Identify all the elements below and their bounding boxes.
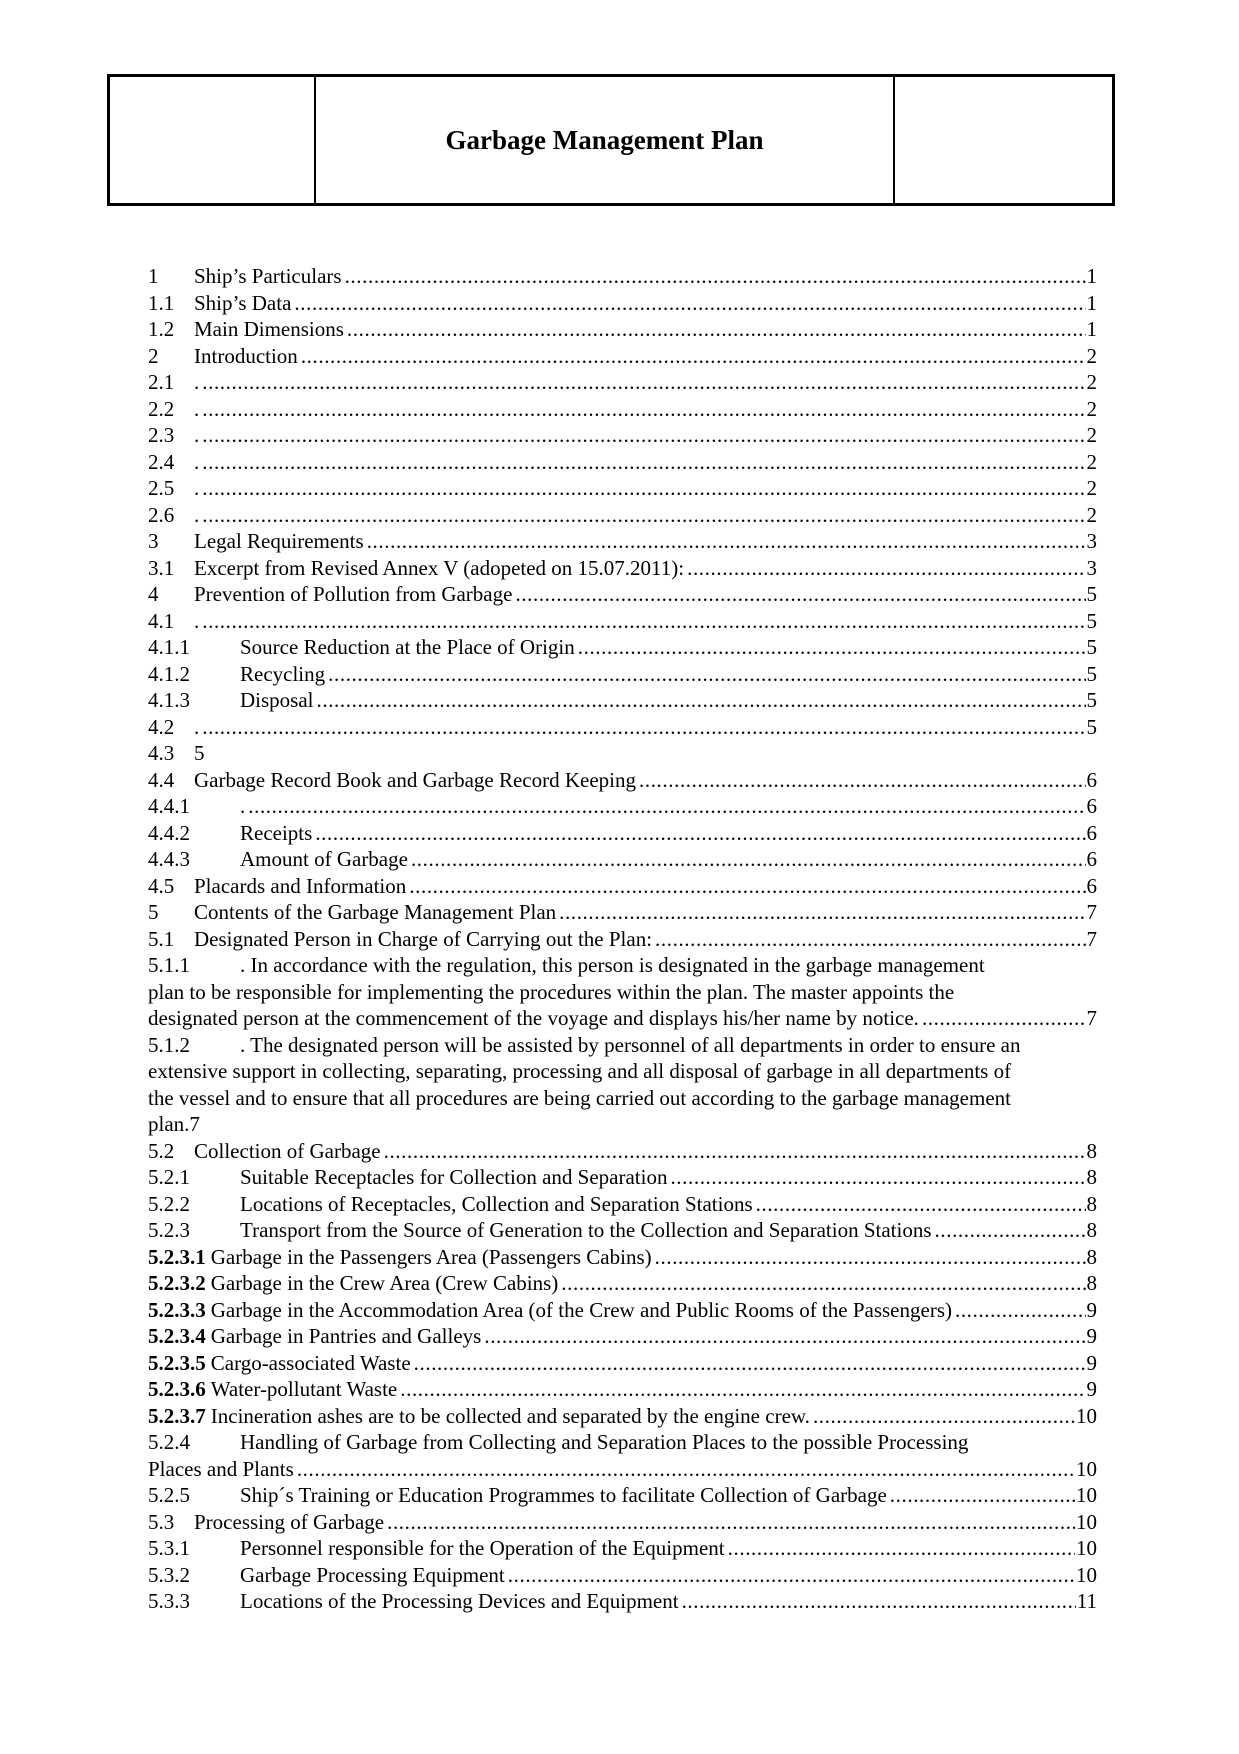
leader-dots	[347, 316, 1086, 343]
header-title-cell	[316, 77, 895, 203]
toc-entry-title: .	[194, 608, 200, 633]
toc-entry-title: Source Reduction at the Place of Origin	[240, 635, 575, 659]
toc-entry-page: 11	[1076, 1589, 1097, 1613]
toc-entry-title: Collection of Garbage	[194, 1138, 381, 1163]
toc-entry-number: 5	[148, 900, 159, 924]
leader-dots	[414, 1350, 1086, 1377]
toc-entry-title: Cargo-associated Waste	[210, 1350, 411, 1375]
toc-entry-number: 2.5	[148, 476, 175, 500]
toc-entry[interactable]	[148, 316, 1097, 343]
toc-entry-number: 5.1.2	[148, 1032, 190, 1057]
toc-entry-number: 5.2	[148, 1138, 175, 1163]
leader-dots	[935, 1217, 1086, 1244]
toc-entry-number: 4.4.1	[148, 794, 190, 818]
toc-entry[interactable]	[148, 502, 1097, 529]
header-info-cell	[895, 77, 1112, 203]
toc-entry-number: 4.1	[148, 608, 175, 633]
toc-entry[interactable]	[148, 687, 1097, 714]
toc-entry-number: 5.2.3.4	[148, 1324, 206, 1348]
toc-entry-page: 2	[1086, 476, 1097, 500]
leader-dots	[384, 1138, 1086, 1165]
toc-entry-title: Garbage in Pantries and Galleys	[210, 1324, 482, 1348]
toc-entry-text: Handling of Garbage from Collecting and Separation Places to the possible Processing	[240, 1430, 969, 1454]
toc-entry-title: Introduction	[194, 343, 298, 368]
leader-dots	[508, 1562, 1075, 1589]
leader-dots	[484, 1323, 1085, 1350]
leader-dots	[955, 1297, 1086, 1324]
toc-entry-text: the vessel and to ensure that all procedures are being carried out according to the garbage management	[148, 1085, 1011, 1110]
toc-entry[interactable]	[148, 608, 1097, 635]
toc-entry-title: Garbage Record Book and Garbage Record Keeping	[194, 767, 636, 792]
toc-entry-title: Locations of Receptacles, Collection and Separation Stations	[240, 1191, 753, 1216]
toc-entry-page: 10	[1076, 1536, 1097, 1560]
toc-entry-line[interactable]	[148, 1058, 1097, 1085]
leader-dots	[248, 793, 1085, 820]
toc-entry-title: Designated Person in Charge of Carrying out the Plan:	[194, 926, 653, 951]
leader-dots	[813, 1403, 1075, 1430]
leader-dots	[387, 1509, 1075, 1536]
toc-entry-line[interactable]	[148, 979, 1097, 1006]
leader-dots	[202, 502, 1085, 529]
toc-entry-title: Recycling	[240, 661, 326, 686]
toc-entry-page: 2	[1086, 502, 1097, 527]
toc-entry-page: 7	[1086, 926, 1097, 951]
toc-entry-number: 2	[148, 343, 159, 368]
toc-entry[interactable]	[148, 1482, 1097, 1509]
toc-entry-title: Locations of the Processing Devices and Equipment	[240, 1589, 679, 1613]
toc-entry-page: 5	[1086, 582, 1097, 606]
toc-entry[interactable]	[148, 899, 1097, 926]
toc-entry-page: 8	[1086, 1244, 1097, 1269]
toc-entry[interactable]	[148, 1323, 1097, 1350]
toc-entry-number: 5.2.3.6	[148, 1377, 206, 1401]
toc-entry-text: designated person at the commencement of the voyage and displays his/her name by notice.	[148, 1006, 919, 1030]
toc-entry-page: 10	[1076, 1483, 1097, 1507]
leader-dots	[202, 608, 1085, 635]
toc-entry-number: 3	[148, 529, 159, 553]
toc-entry-title: 5	[194, 741, 205, 765]
toc-entry-number: 1	[148, 264, 159, 288]
leader-dots	[367, 528, 1086, 555]
toc-entry-number: 5.2.2	[148, 1191, 190, 1216]
leader-dots	[294, 290, 1085, 317]
toc-entry-number: 2.1	[148, 370, 175, 394]
toc-entry-title: Garbage in the Passengers Area (Passengers Cabins)	[210, 1244, 652, 1269]
leader-dots	[202, 369, 1085, 396]
toc-entry-page: 1	[1086, 290, 1097, 315]
toc-entry-page: 9	[1086, 1324, 1097, 1348]
toc-entry-line[interactable]	[148, 1005, 1097, 1032]
toc-entry-page: 1	[1086, 317, 1097, 341]
toc-entry-number: 5.2.4	[148, 1430, 190, 1454]
toc-entry-text: extensive support in collecting, separating, processing and all disposal of garbage in all departments of	[148, 1059, 1012, 1083]
toc-entry-number: 2.6	[148, 502, 175, 527]
toc-entry-number: 5.2.3.5	[148, 1350, 206, 1375]
toc-entry[interactable]	[148, 449, 1097, 476]
toc-entry[interactable]	[148, 528, 1097, 555]
toc-entry-title: Main Dimensions	[194, 317, 344, 341]
toc-entry-number: 4	[148, 582, 159, 606]
leader-dots	[328, 661, 1085, 688]
leader-dots	[515, 581, 1085, 608]
toc-entry-number: 5.3	[148, 1509, 175, 1534]
leader-dots	[202, 714, 1085, 741]
leader-dots	[890, 1482, 1075, 1509]
toc-entry-page: 8	[1086, 1191, 1097, 1216]
toc-entry-number: 5.3.2	[148, 1562, 190, 1587]
toc-entry[interactable]	[148, 369, 1097, 396]
leader-dots	[345, 263, 1086, 290]
toc-entry-title: .	[194, 423, 200, 447]
toc-entry[interactable]	[148, 1535, 1097, 1562]
toc-entry-title: Contents of the Garbage Management Plan	[194, 900, 557, 924]
toc-entry-page: 9	[1086, 1350, 1097, 1375]
leader-dots	[655, 926, 1085, 953]
leader-dots	[409, 873, 1085, 900]
toc-entry-number: 5.2.3.2	[148, 1271, 206, 1295]
toc-entry-page: 2	[1086, 343, 1097, 368]
toc-entry-page: 2	[1086, 370, 1097, 394]
toc-entry-line[interactable]	[148, 952, 1097, 979]
toc-entry-page: 5	[1086, 635, 1097, 659]
toc-entry-title: .	[194, 370, 200, 394]
toc-entry-number: 4.4	[148, 767, 175, 792]
toc-entry-title: Excerpt from Revised Annex V (adopeted on 15.07.2011):	[194, 555, 685, 580]
toc-entry-title: Disposal	[240, 688, 314, 712]
toc-entry-page: 2	[1086, 449, 1097, 474]
table-of-contents	[148, 263, 1097, 1615]
toc-entry[interactable]	[148, 1217, 1097, 1244]
toc-entry-text: . The designated person will be assisted by personnel of all departments in order to ensure an	[240, 1032, 1021, 1057]
leader-dots	[682, 1588, 1076, 1615]
toc-entry[interactable]	[148, 634, 1097, 661]
leader-dots	[400, 1376, 1085, 1403]
toc-entry[interactable]	[148, 1403, 1097, 1430]
toc-entry-page: 7	[1086, 900, 1097, 924]
toc-entry[interactable]	[148, 1350, 1097, 1377]
toc-entry[interactable]	[148, 422, 1097, 449]
leader-dots	[639, 767, 1086, 794]
toc-entry-title: .	[194, 476, 200, 500]
toc-entry-page: 10	[1076, 1403, 1097, 1428]
toc-entry-page: 9	[1086, 1297, 1097, 1322]
toc-entry-number: 1.1	[148, 290, 175, 315]
toc-entry-page: 5	[1086, 714, 1097, 739]
toc-entry-line[interactable]	[148, 1085, 1097, 1112]
header-logo-cell	[110, 77, 316, 203]
toc-entry-number: 5.2.3.1	[148, 1244, 206, 1269]
toc-entry-text: . In accordance with the regulation, this person is designated in the garbage management	[240, 953, 985, 977]
toc-entry[interactable]	[148, 1191, 1097, 1218]
toc-entry-title: .	[194, 449, 200, 474]
toc-entry[interactable]	[148, 820, 1097, 847]
toc-entry-line[interactable]	[148, 1032, 1097, 1059]
toc-entry-text: plan to be responsible for implementing the procedures within the plan. The master appoints the	[148, 979, 955, 1004]
toc-entry[interactable]	[148, 793, 1097, 820]
leader-dots	[561, 1270, 1085, 1297]
leader-dots	[670, 1164, 1085, 1191]
toc-entry-text: Places and Plants	[148, 1456, 294, 1481]
toc-entry[interactable]	[148, 1164, 1097, 1191]
toc-entry-number: 2.4	[148, 449, 175, 474]
toc-entry-title: Transport from the Source of Generation to the Collection and Separation Stations	[240, 1218, 932, 1242]
toc-entry[interactable]	[148, 581, 1097, 608]
toc-entry[interactable]	[148, 555, 1097, 582]
toc-entry-title: .	[240, 794, 246, 818]
toc-entry[interactable]	[148, 926, 1097, 953]
toc-entry-number: 4.1.2	[148, 661, 190, 686]
toc-entry-number: 4.1.3	[148, 688, 190, 712]
toc-entry[interactable]	[148, 1244, 1097, 1271]
toc-entry-page: 1	[1086, 264, 1097, 288]
toc-entry-page: 5	[1086, 661, 1097, 686]
toc-entry[interactable]	[148, 1138, 1097, 1165]
toc-entry-title: Incineration ashes are to be collected and separated by the engine crew.	[210, 1403, 810, 1428]
toc-entry[interactable]	[148, 1297, 1097, 1324]
toc-entry-number: 3.1	[148, 555, 175, 580]
toc-entry[interactable]	[148, 343, 1097, 370]
toc-entry-line[interactable]	[148, 1456, 1097, 1483]
toc-entry-line[interactable]	[148, 1111, 1097, 1138]
toc-entry-page: 8	[1086, 1218, 1097, 1242]
leader-dots	[559, 899, 1085, 926]
toc-entry[interactable]	[148, 714, 1097, 741]
toc-entry-page: 6	[1086, 847, 1097, 871]
toc-entry-page: 2	[1086, 423, 1097, 447]
toc-entry-number: 5.2.3	[148, 1218, 190, 1242]
toc-entry-page: 7	[1086, 1006, 1097, 1030]
leader-dots	[756, 1191, 1086, 1218]
toc-entry-number: 4.4.2	[148, 820, 190, 845]
toc-entry-page: 10	[1076, 1456, 1097, 1481]
toc-entry[interactable]	[148, 873, 1097, 900]
toc-entry-title: Ship’s Data	[194, 290, 292, 315]
toc-entry-page: 2	[1086, 396, 1097, 421]
toc-entry-number: 5.1	[148, 926, 175, 951]
leader-dots	[202, 422, 1085, 449]
leader-dots	[317, 687, 1086, 714]
toc-entry-title: Garbage in the Crew Area (Crew Cabins)	[210, 1271, 559, 1295]
leader-dots	[922, 1005, 1086, 1032]
toc-entry-title: Placards and Information	[194, 873, 407, 898]
toc-entry-title: Amount of Garbage	[240, 847, 408, 871]
toc-entry-text: plan.7	[148, 1112, 200, 1136]
toc-entry-number: 4.2	[148, 714, 175, 739]
toc-entry-number: 5.2.1	[148, 1165, 190, 1189]
toc-entry[interactable]	[148, 263, 1097, 290]
toc-entry-title: Ship´s Training or Education Programmes to facilitate Collection of Garbage	[240, 1483, 887, 1507]
toc-entry-number: 5.2.3.7	[148, 1403, 206, 1428]
leader-dots	[315, 820, 1085, 847]
toc-entry-title: Receipts	[240, 820, 313, 845]
toc-entry-number: 5.2.3.3	[148, 1297, 206, 1322]
toc-entry-title: Ship’s Particulars	[194, 264, 342, 288]
toc-entry-number: 1.2	[148, 317, 175, 341]
toc-entry[interactable]	[148, 740, 1097, 767]
leader-dots	[297, 1456, 1075, 1483]
toc-entry-number: 5.1.1	[148, 953, 190, 977]
toc-entry-number: 5.3.1	[148, 1536, 190, 1560]
toc-entry-page: 6	[1086, 820, 1097, 845]
toc-entry[interactable]	[148, 290, 1097, 317]
toc-entry[interactable]	[148, 1588, 1097, 1615]
leader-dots	[202, 449, 1085, 476]
leader-dots	[202, 396, 1085, 423]
leader-dots	[578, 634, 1086, 661]
toc-entry-number: 4.4.3	[148, 847, 190, 871]
toc-entry-title: .	[194, 714, 200, 739]
toc-entry-page: 10	[1076, 1562, 1097, 1587]
toc-entry-title: .	[194, 502, 200, 527]
toc-entry-number: 4.1.1	[148, 635, 190, 659]
toc-entry-page: 5	[1086, 688, 1097, 712]
toc-entry[interactable]	[148, 1509, 1097, 1536]
toc-entry[interactable]	[148, 1376, 1097, 1403]
toc-entry-line[interactable]	[148, 1429, 1097, 1456]
toc-entry-page: 6	[1086, 873, 1097, 898]
toc-entry-title: .	[194, 396, 200, 421]
toc-entry-number: 2.2	[148, 396, 175, 421]
toc-entry[interactable]	[148, 661, 1097, 688]
toc-entry-page: 9	[1086, 1377, 1097, 1401]
leader-dots	[411, 846, 1086, 873]
toc-entry-number: 5.3.3	[148, 1589, 190, 1613]
toc-entry-title: Garbage in the Accommodation Area (of the Crew and Public Rooms of the Passengers)	[210, 1297, 952, 1322]
toc-entry[interactable]	[148, 767, 1097, 794]
document-title: Garbage Management Plan	[445, 124, 764, 155]
toc-entry-page: 6	[1086, 794, 1097, 818]
toc-entry-page: 8	[1086, 1165, 1097, 1189]
toc-entry-number: 2.3	[148, 423, 175, 447]
toc-entry-title: Water-pollutant Waste	[210, 1377, 398, 1401]
leader-dots	[728, 1535, 1075, 1562]
toc-entry-page: 3	[1086, 555, 1097, 580]
leader-dots	[687, 555, 1085, 582]
leader-dots	[202, 475, 1085, 502]
toc-entry-title: Prevention of Pollution from Garbage	[194, 582, 513, 606]
toc-entry-number: 4.5	[148, 873, 175, 898]
toc-entry[interactable]	[148, 846, 1097, 873]
toc-entry-page: 8	[1086, 1138, 1097, 1163]
leader-dots	[301, 343, 1086, 370]
toc-entry[interactable]	[148, 396, 1097, 423]
header-table	[107, 74, 1115, 206]
toc-entry-title: Garbage Processing Equipment	[240, 1562, 505, 1587]
toc-entry-title: Processing of Garbage	[194, 1509, 385, 1534]
toc-entry-page: 8	[1086, 1271, 1097, 1295]
toc-entry-page: 5	[1086, 608, 1097, 633]
toc-entry-title: Suitable Receptacles for Collection and Separation	[240, 1165, 668, 1189]
toc-entry-page: 6	[1086, 767, 1097, 792]
toc-entry-page: 3	[1086, 529, 1097, 553]
toc-entry[interactable]	[148, 1270, 1097, 1297]
leader-dots	[655, 1244, 1086, 1271]
toc-entry-number: 5.2.5	[148, 1483, 190, 1507]
toc-entry-title: Legal Requirements	[194, 529, 364, 553]
toc-entry-title: Personnel responsible for the Operation of the Equipment	[240, 1536, 725, 1560]
toc-entry[interactable]	[148, 1562, 1097, 1589]
toc-entry-number: 4.3	[148, 741, 175, 765]
toc-entry[interactable]	[148, 475, 1097, 502]
toc-entry-page: 10	[1076, 1509, 1097, 1534]
